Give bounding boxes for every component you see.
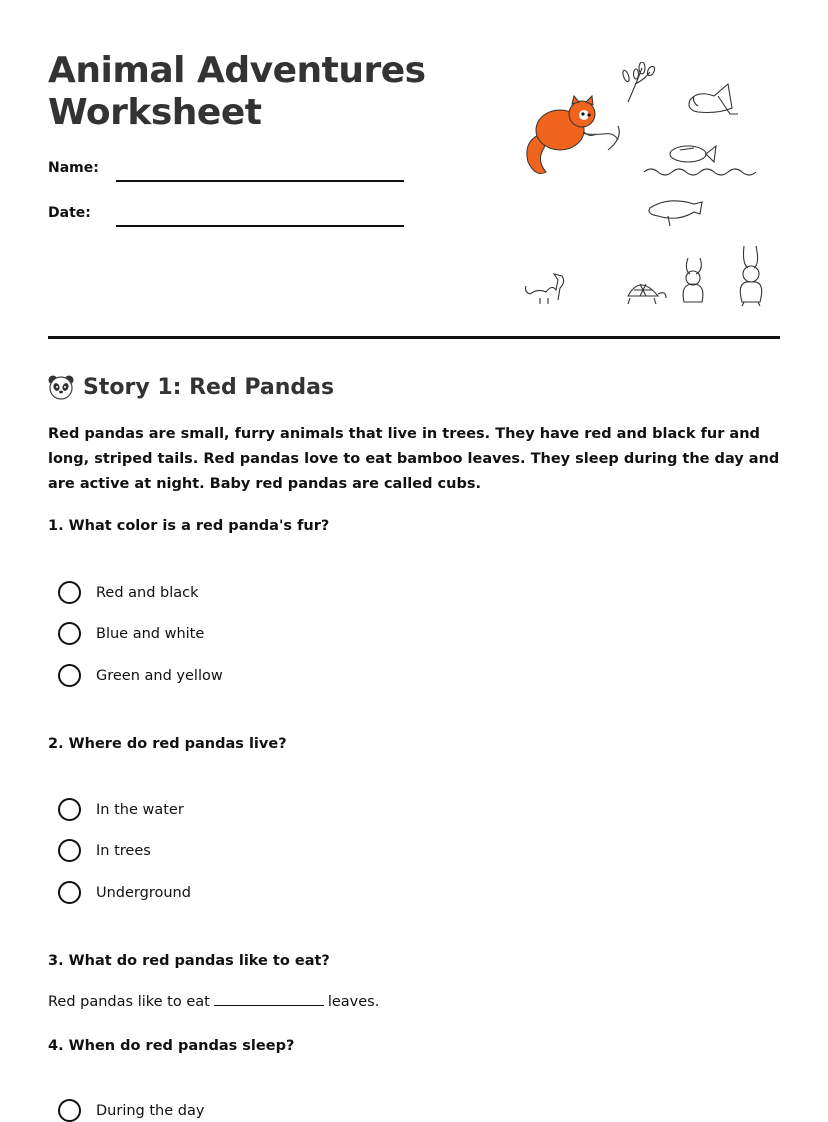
story-title: Story 1: Red Pandas [83, 374, 335, 400]
title-line-2: Worksheet [48, 92, 262, 133]
red-panda-icon [527, 96, 618, 174]
name-label: Name: [48, 160, 99, 176]
radio-button[interactable] [58, 664, 81, 687]
option-blue-and-white[interactable] [58, 622, 204, 645]
animal-illustrations [518, 62, 788, 312]
shark-icon [689, 84, 738, 114]
fill-blank[interactable] [214, 991, 324, 1006]
radio-button[interactable] [58, 622, 81, 645]
radio-button[interactable] [58, 581, 81, 604]
fill-in-sentence [48, 991, 379, 1010]
whale-icon [649, 201, 702, 226]
question-2: 2. Where do red pandas live? [48, 736, 287, 752]
option-label: In the water [96, 801, 184, 818]
radio-button[interactable] [58, 839, 81, 862]
story-passage: Red pandas are small, furry animals that live in trees. They have red and black fur and long, striped tails. Red pandas love to eat bamboo leaves. They sleep during the day and are active at night. Baby red pandas are called cubs. [48, 426, 780, 492]
cat-icon [526, 274, 564, 304]
title-line-1: Animal Adventures [48, 50, 426, 91]
option-label: Red and black [96, 584, 199, 601]
radio-button[interactable] [58, 798, 81, 821]
rabbit-icon [683, 258, 703, 302]
section-divider [48, 336, 780, 339]
bunny-icon [740, 246, 761, 306]
option-label: Blue and white [96, 625, 205, 642]
option-green-and-yellow[interactable] [58, 664, 223, 687]
option-label: Underground [96, 884, 191, 901]
option-in-the-water[interactable] [58, 798, 184, 821]
fish-icon [644, 146, 756, 175]
question-3: 3. What do red pandas like to eat? [48, 953, 330, 969]
radio-button[interactable] [58, 881, 81, 904]
option-underground[interactable] [58, 881, 191, 904]
date-label: Date: [48, 205, 91, 221]
option-label: During the day [96, 1102, 205, 1119]
turtle-icon [628, 284, 666, 304]
panda-face-icon [48, 374, 74, 400]
story-heading [48, 374, 334, 400]
option-label: Green and yellow [96, 667, 223, 684]
fill-before-text: Red pandas like to eat [48, 994, 210, 1010]
option-in-trees[interactable] [58, 839, 151, 862]
page-title [48, 50, 426, 134]
question-1: 1. What color is a red panda's fur? [48, 518, 330, 534]
option-red-and-black[interactable] [58, 581, 199, 604]
option-during-the-day[interactable] [58, 1099, 204, 1122]
name-line[interactable] [116, 180, 404, 182]
option-label: In trees [96, 842, 151, 859]
date-line[interactable] [116, 225, 404, 227]
question-4: 4. When do red pandas sleep? [48, 1038, 295, 1054]
radio-button[interactable] [58, 1099, 81, 1122]
fill-after-text: leaves. [327, 994, 380, 1010]
